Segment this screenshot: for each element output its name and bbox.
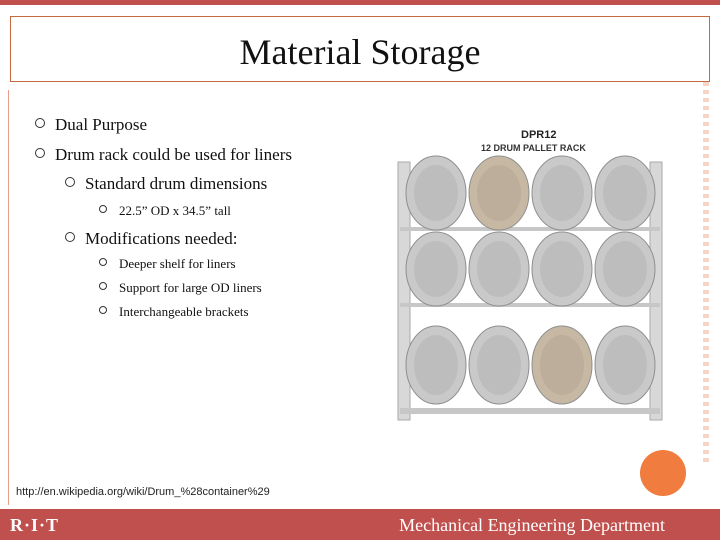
title-band (0, 0, 720, 80)
bullet-circle-icon (99, 282, 107, 290)
bullet-circle-icon (35, 148, 45, 158)
bullet-circle-icon (99, 306, 107, 314)
image-caption: 12 DRUM PALLET RACK (481, 143, 586, 153)
modification-item: Deeper shelf for liners (99, 255, 236, 273)
department-label: Mechanical Engineering Department (399, 515, 665, 535)
drum-row-top (406, 156, 655, 230)
left-rule (8, 90, 9, 505)
decorative-orange-circle (640, 450, 686, 496)
drum-row-middle (406, 232, 655, 306)
bullet-circle-icon (99, 205, 107, 213)
bullet-circle-icon (35, 118, 45, 128)
image-model-label: DPR12 (521, 129, 557, 141)
bullet-circle-icon (65, 232, 75, 242)
rit-logo-text: R·I·T (10, 515, 60, 535)
bullet-circle-icon (99, 258, 107, 266)
title-box (10, 16, 710, 82)
drum-rack-image (388, 120, 670, 422)
modification-item: Support for large OD liners (99, 279, 262, 297)
subbullet-standard-dimensions: Standard drum dimensions (65, 173, 267, 195)
right-rule (703, 82, 709, 462)
drum-row-bottom (406, 326, 655, 404)
subbullet-modifications: Modifications needed: (65, 228, 238, 250)
dimension-item: 22.5” OD x 34.5” tall (99, 202, 231, 220)
bullet-drum-rack: Drum rack could be used for liners (35, 144, 292, 166)
bullet-circle-icon (65, 177, 75, 187)
footer-bar (0, 509, 720, 540)
bullet-dual-purpose: Dual Purpose (35, 114, 147, 136)
slide-title: Material Storage (239, 32, 481, 72)
source-url: http://en.wikipedia.org/wiki/Drum_%28container%29 (16, 486, 270, 498)
modification-item: Interchangeable brackets (99, 303, 249, 321)
